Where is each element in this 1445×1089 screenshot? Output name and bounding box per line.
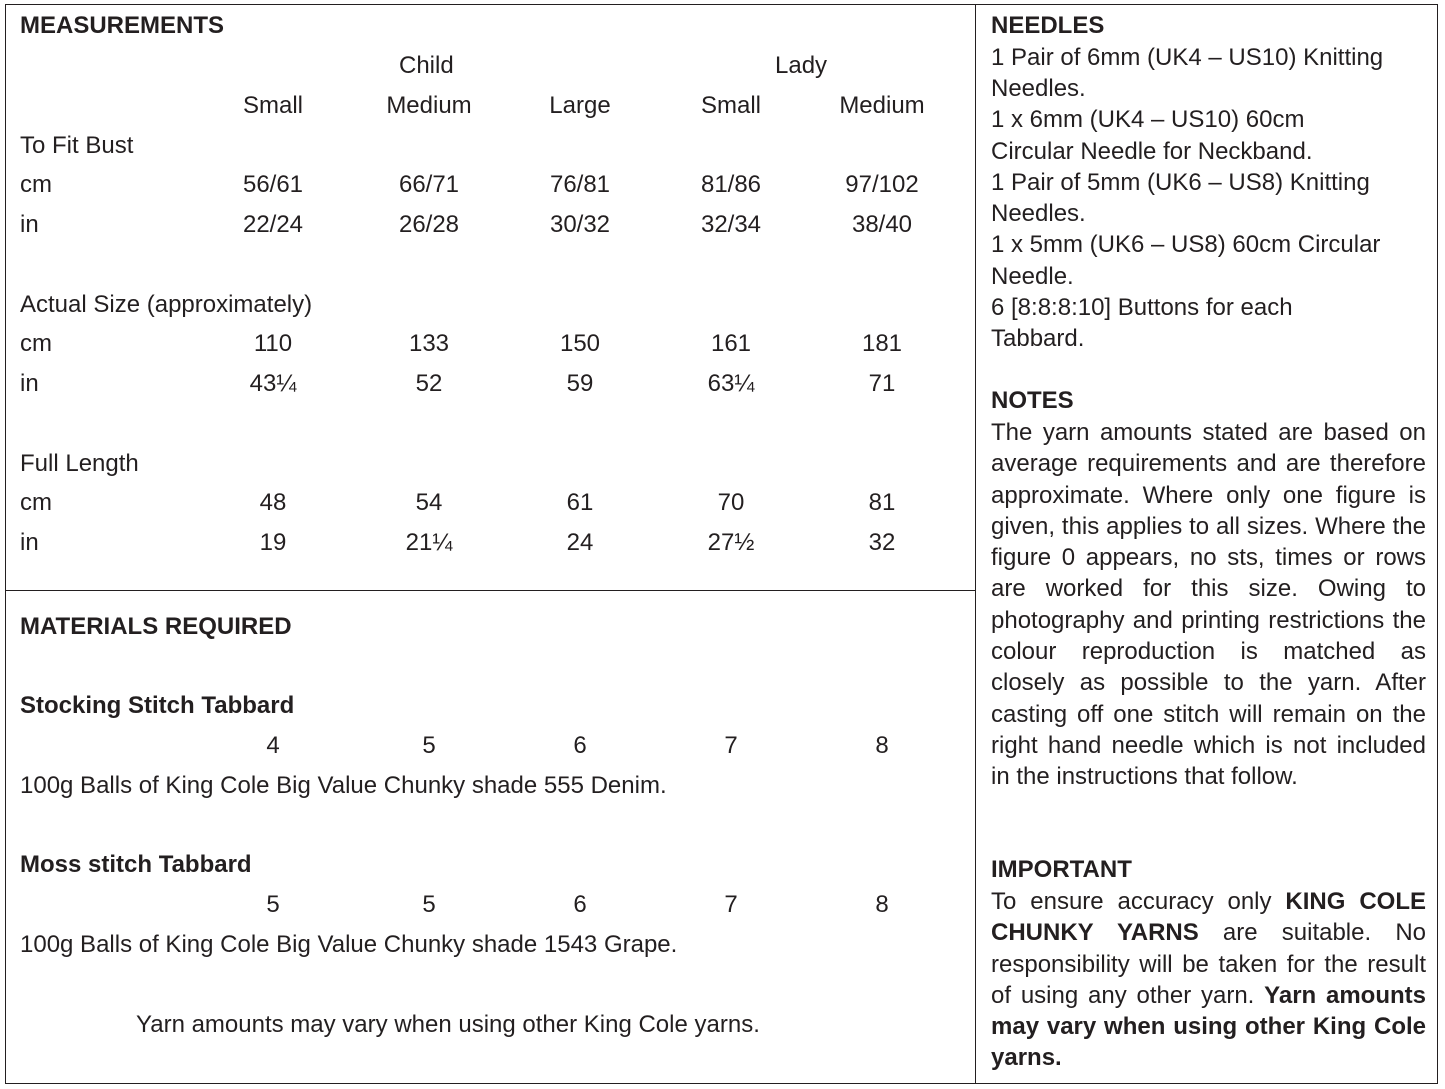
table-cell: 181	[861, 330, 903, 357]
needle-line: Tabbard.	[991, 325, 1085, 352]
row-unit-label: cm	[20, 330, 52, 357]
section-divider	[5, 590, 976, 591]
ball-count: 5	[422, 732, 436, 759]
table-cell: 32	[868, 529, 896, 556]
table-cell: 27½	[707, 529, 755, 556]
table-cell: 76/81	[549, 171, 611, 198]
group-child-label: Child	[399, 52, 454, 79]
table-cell: 22/24	[242, 211, 304, 238]
materials-heading: MATERIALS REQUIRED	[20, 613, 292, 640]
needle-line: 1 Pair of 6mm (UK4 – US10) Knitting	[991, 44, 1384, 71]
important-emphasis: KING COLE CHUNKY YARNS	[991, 888, 1426, 947]
notes-text: The yarn amounts stated are based on average requirements and are therefore approximate. Where only one figure is given, this applies to all sizes. Where the figure 0 appears, no sts, times or rows are worked for this size. Owing to photography and printing restrictions the colour reproduction is matched as closely as possible to the yarn. After casting off one stitch will remain on the right hand needle which is not included in the instructions that follow.	[991, 419, 1426, 791]
needle-line: 6 [8:8:8:10] Buttons for each	[991, 294, 1293, 321]
table-cell: 32/34	[700, 211, 762, 238]
stocking-stitch-yarn: 100g Balls of King Cole Big Value Chunky shade 555 Denim.	[20, 772, 667, 799]
measurements-heading: MEASUREMENTS	[20, 12, 225, 39]
needle-line: Needle.	[991, 263, 1074, 290]
ball-count: 6	[573, 891, 587, 918]
row-unit-label: cm	[20, 489, 52, 516]
table-cell: 66/71	[398, 171, 460, 198]
table-cell: 54	[415, 489, 443, 516]
important-text	[991, 886, 1426, 1074]
table-cell: 52	[415, 370, 443, 397]
stocking-stitch-heading: Stocking Stitch Tabbard	[20, 692, 295, 719]
size-header: Large	[549, 92, 611, 119]
needle-line: Circular Needle for Neckband.	[991, 138, 1313, 165]
table-cell: 24	[566, 529, 594, 556]
table-cell: 26/28	[398, 211, 460, 238]
ball-count: 7	[724, 732, 738, 759]
important-emphasis: Yarn amounts may vary when using other King Cole yarns.	[991, 981, 1426, 1072]
ball-count: 6	[573, 732, 587, 759]
actual-size-label: Actual Size (approximately)	[20, 291, 313, 318]
needles-heading: NEEDLES	[991, 12, 1105, 39]
table-cell: 133	[408, 330, 450, 357]
notes-heading: NOTES	[991, 387, 1074, 414]
size-header: Medium	[386, 92, 472, 119]
ball-count: 5	[266, 891, 280, 918]
size-header: Small	[700, 92, 761, 119]
needle-line: Needles.	[991, 200, 1086, 227]
table-cell: 19	[259, 529, 287, 556]
table-cell: 71	[868, 370, 896, 397]
ball-count: 8	[875, 891, 889, 918]
needle-line: Needles.	[991, 75, 1086, 102]
important-heading: IMPORTANT	[991, 856, 1132, 883]
important-text-part: are suitable. No responsibility will be taken for the result of using any other yarn.	[991, 919, 1426, 1009]
table-cell: 38/40	[851, 211, 913, 238]
ball-count: 8	[875, 732, 889, 759]
table-cell: 61	[566, 489, 594, 516]
table-cell: 63¼	[707, 370, 755, 397]
needle-line: 1 x 6mm (UK4 – US10) 60cm	[991, 106, 1305, 133]
table-cell: 21¼	[405, 529, 453, 556]
table-cell: 97/102	[845, 171, 919, 198]
table-cell: 110	[253, 330, 293, 357]
moss-stitch-heading: Moss stitch Tabbard	[20, 851, 252, 878]
important-text-part: To ensure accuracy only	[991, 888, 1286, 915]
group-lady-label: Lady	[775, 52, 828, 79]
size-header: Small	[242, 92, 303, 119]
table-cell: 30/32	[549, 211, 611, 238]
table-cell: 81	[868, 489, 896, 516]
table-cell: 70	[717, 489, 745, 516]
table-cell: 150	[559, 330, 601, 357]
row-unit-label: in	[20, 211, 39, 238]
ball-count: 7	[724, 891, 738, 918]
column-divider	[975, 4, 976, 1084]
table-cell: 59	[566, 370, 594, 397]
row-unit-label: in	[20, 529, 39, 556]
table-cell: 161	[710, 330, 752, 357]
needle-line: 1 x 5mm (UK6 – US8) 60cm Circular	[991, 231, 1381, 258]
table-cell: 43¼	[249, 370, 297, 397]
table-cell: 48	[259, 489, 287, 516]
size-header: Medium	[839, 92, 925, 119]
row-unit-label: in	[20, 370, 39, 397]
table-cell: 56/61	[242, 171, 304, 198]
moss-stitch-yarn: 100g Balls of King Cole Big Value Chunky shade 1543 Grape.	[20, 931, 678, 958]
row-unit-label: cm	[20, 171, 52, 198]
to-fit-bust-label: To Fit Bust	[20, 132, 134, 159]
yarn-variation-note: Yarn amounts may vary when using other King Cole yarns.	[136, 1011, 760, 1038]
ball-count: 4	[266, 732, 280, 759]
full-length-label: Full Length	[20, 450, 139, 477]
needle-line: 1 Pair of 5mm (UK6 – US8) Knitting	[991, 169, 1370, 196]
ball-count: 5	[422, 891, 436, 918]
table-cell: 81/86	[700, 171, 762, 198]
